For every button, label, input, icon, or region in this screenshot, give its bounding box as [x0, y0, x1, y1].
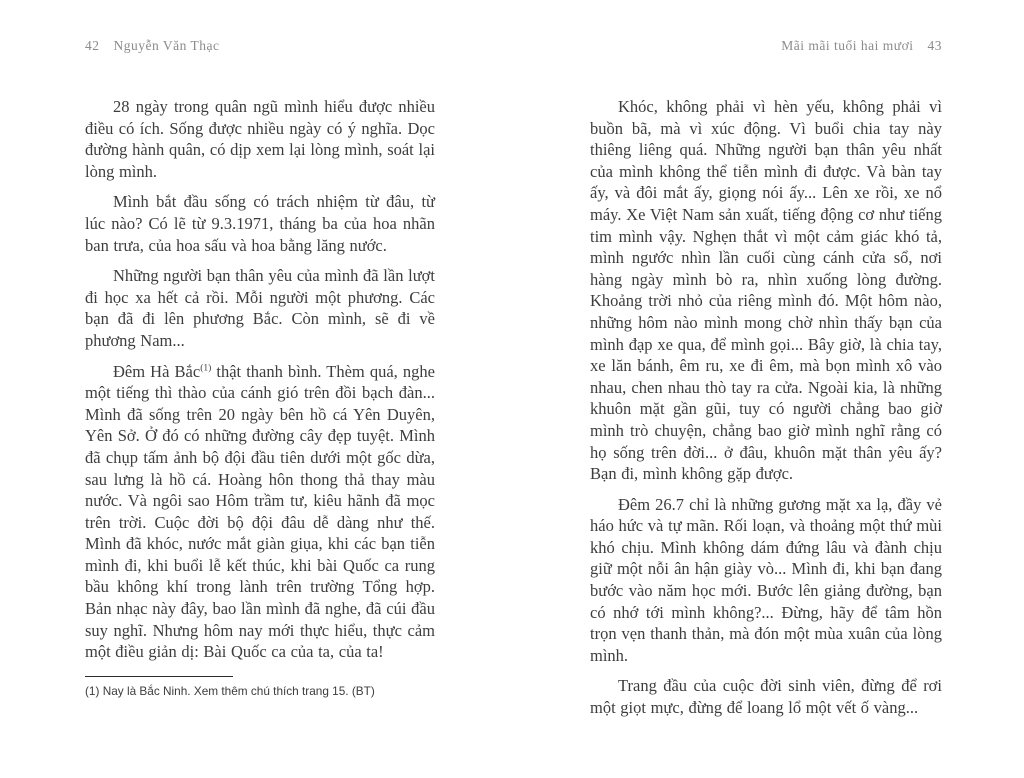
paragraph: Đêm 26.7 chỉ là những gương mặt xa lạ, đầy vẻ háo hức và tự mãn. Rối loạn, và thoảng một thứ mùi khó chịu. Mình không dám đứng lâu và đành chịu giữ một nỗi ân hận giày vò... Mình đi, khi bạn đang bước vào năm học mới. Bước lên giảng đường, bạn có nhớ tới mình không?... Đừng, hãy để tâm hồn trọn vẹn thanh thản, mà đón một mùa xuân của lòng mình. — [590, 494, 942, 665]
running-header-right — [590, 38, 942, 56]
page-left — [85, 38, 435, 699]
footnote-divider — [85, 676, 233, 677]
page-right — [590, 38, 942, 728]
running-title-right: Mãi mãi tuổi hai mươi — [781, 38, 914, 53]
page-body-right — [590, 96, 942, 719]
page-body-left — [85, 96, 435, 663]
running-header-left — [85, 38, 435, 56]
paragraph: Khóc, không phải vì hèn yếu, không phải vì buồn bã, mà vì xúc động. Vì buổi chia tay này thiêng liêng quá. Những người bạn thân yêu nhất của mình không thể tiễn mình đi được. Và bàn tay ấy, và đôi mắt ấy, giọng nói ấy... Lên xe rồi, xe nổ máy. Xe Việt Nam sản xuất, tiếng động cơ như tiếng tim mình vậy. Nghẹn thắt vì một cảm giác khó tả, mình ngước nhìn lần cuối cùng cánh cửa sổ, nơi hàng ngày mình bò ra, nhìn xuống lòng đường. Khoảng trời nhỏ của riêng mình đó. Một hôm nào, những hôm nào mình mong chờ nhìn thấy bạn của mình đạp xe qua, để mình gọi... Bây giờ, là chia tay, xe lăn bánh, êm ru, xe đi êm, mà bọn mình xô vào nhau, chen nhau thò tay ra cửa. Ngoài kia, là những khuôn mặt gần gũi, tuy có người chẳng bao giờ mình trò chuyện, chẳng bao giờ mình nghĩ rằng có họ sống trên đời... ở đâu, khuôn mặt thân yêu ấy? Bạn đi, mình không gặp được. — [590, 97, 942, 484]
footnote-text: (1) Nay là Bắc Ninh. Xem thêm chú thích trang 15. (BT) — [85, 683, 375, 698]
paragraph: Đêm Hà Bắc$^{(1)}$ thật thanh bình. Thèm quá, nghe một tiếng thì thào của cánh gió trên đồi bạch đàn... Mình đã sống trên 20 ngày bên hồ cá Yên Duyên, Yên Sở. Ở đó có những đường cây đẹp tuyệt. Mình đã chụp tấm ảnh bộ đội đầu tiên dưới một gốc dừa, sau lưng là hồ cá. Hoàng hôn thong thả thay màu nước. Và ngôi sao Hôm trầm tư, kiêu hãnh đã mọc trên trời. Cuộc đời bộ đội đâu dễ dàng như thế. Mình đã khóc, nước mắt giàn giụa, khi các bạn tiễn mình đi, khi buổi lễ kết thúc, khi bài Quốc ca rung bầu không khí trong lành trên trường Tổng hợp. Bản nhạc này đây, bao lần mình đã nghe, đã cúi đầu suy nghĩ. Nhưng hôm nay mới thực hiểu, thực cảm một điều giản dị: Bài Quốc ca của ta, của ta! — [85, 361, 435, 662]
footnote-block — [85, 676, 435, 699]
paragraph: 28 ngày trong quân ngũ mình hiểu được nhiều điều có ích. Sống được nhiều ngày có ý nghĩa. Dọc đường hành quân, có dịp xem lại lòng mình, soát lại lòng mình. — [85, 97, 435, 181]
page-number-left: 42 — [85, 38, 100, 53]
paragraph: Trang đầu của cuộc đời sinh viên, đừng để rơi một giọt mực, đừng để loang lổ một vết ố vàng... — [590, 676, 942, 718]
footnote-marker: (1) — [200, 363, 212, 374]
paragraph: Mình bắt đầu sống có trách nhiệm từ đâu, từ lúc nào? Có lẽ từ 9.3.1971, tháng ba của hoa nhãn ban trưa, của hoa sấu và hoa bằng lăng nước. — [85, 192, 435, 255]
running-title-left: Nguyễn Văn Thạc — [113, 38, 220, 53]
page-number-right: 43 — [927, 38, 942, 53]
paragraph: Những người bạn thân yêu của mình đã lần lượt đi học xa hết cả rồi. Mỗi người một phương. Các bạn đã đi lên phương Bắc. Còn mình, sẽ đi về phương Nam... — [85, 266, 435, 350]
